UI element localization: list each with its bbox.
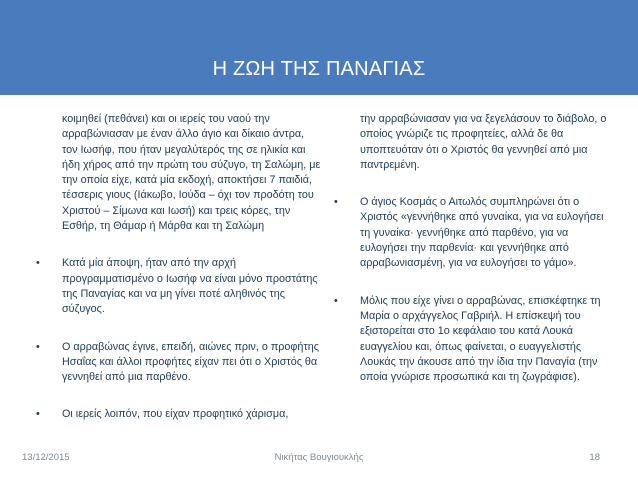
paragraph-text: την αρραβώνιασαν για να ξεγελάσουν το διάβολο, ο οποίος γνώριζε τις προφητείες, αλλά δε θα υποπτευόταν ότι ο Χριστός θα γεννηθεί από μια παντρεμένη. [360,113,607,171]
left-bullet-2 [36,340,322,386]
left-paragraph-continued [36,112,322,234]
right-paragraph-continued [334,112,616,173]
left-column [36,112,322,445]
paragraph-text: Ο αρραβώνας έγινε, επειδή, αιώνες πριν, ο προφήτης Ησαΐας και άλλοι προφήτες είχαν πει ότι ο Χριστός θα γεννηθεί από μια παρθένο. [62,340,319,384]
bullet-glyph: • [334,196,338,209]
slide-title: Η ΖΩΗ ΤΗΣ ΠΑΝΑΓΙΑΣ [212,58,426,80]
footer-date: 13/12/2015 [22,452,70,463]
title-banner [0,0,638,95]
bullet-glyph: • [334,294,338,307]
bullet-glyph: • [36,408,40,421]
right-bullet-1 [334,195,616,271]
left-bullet-1 [36,256,322,317]
paragraph-text: κοιμηθεί (πεθάνει) και οι ιερείς του ναού την αρραβώνιασαν με έναν άλλο άγιο και δίκαιο άντρα, τον Ιωσήφ, που ήταν μεγαλύτερός της σε ηλικία και ήδη χήρος από την πρώτη του σύζυγο, τη Σαλώμη, με την οποία είχε, κατά μία εκδοχή, αποκτήσει 7 παιδιά, τέσσερις γιους (Ιάκωβο, Ιούδα – όχι τον προδότη του Χριστού – Σίμωνα και Ιωσή) και τρεις κόρες, την Εσθήρ, τη Θάμαρ ή Μάρθα και τη Σαλώμη [62,113,321,233]
right-column [334,112,616,407]
paragraph-text: Ο άγιος Κοσμάς ο Αιτωλός συμπληρώνει ότι ο Χριστός «γεννήθηκε από γυναίκα, για να ευλογήσει τη γυναίκα· γεννήθηκε από παρθένο, για να ευλογήσει την παρθενία· και γεννήθηκε από αρραβωνιασμένη, για να ευλογήσει το γάμο». [360,196,604,270]
paragraph-text: Μόλις που είχε γίνει ο αρραβώνας, επισκέφτηκε τη Μαρία ο αρχάγγελος Γαβριήλ. Η επίσκεψή του εξιστορείται στο 1ο κεφάλαιο του κατά Λουκά ευαγγελίου και, όπως φαίνεται, ο ευαγγελιστής Λουκάς την άκουσε από την ίδια την Παναγία (την οποία γνώρισε προσωπικά και τη ζωγράφισε). [360,294,601,384]
bullet-glyph: • [36,257,40,270]
bullet-glyph: • [36,340,40,353]
paragraph-text: Οι ιερείς λοιπόν, που είχαν προφητικό χάρισμα, [62,408,289,421]
left-bullet-3 [36,407,322,422]
right-bullet-2 [334,294,616,386]
footer-author: Νικήτας Βουγιουκλής [274,452,364,463]
footer-page-number: 18 [589,452,600,463]
paragraph-text: Κατά μία άποψη, ήταν από την αρχή προγραμματισμένο ο Ιωσήφ να είναι μόνο προστάτης της Παναγίας και να μη γίνει ποτέ αληθινός της σύζυγος. [62,257,318,316]
